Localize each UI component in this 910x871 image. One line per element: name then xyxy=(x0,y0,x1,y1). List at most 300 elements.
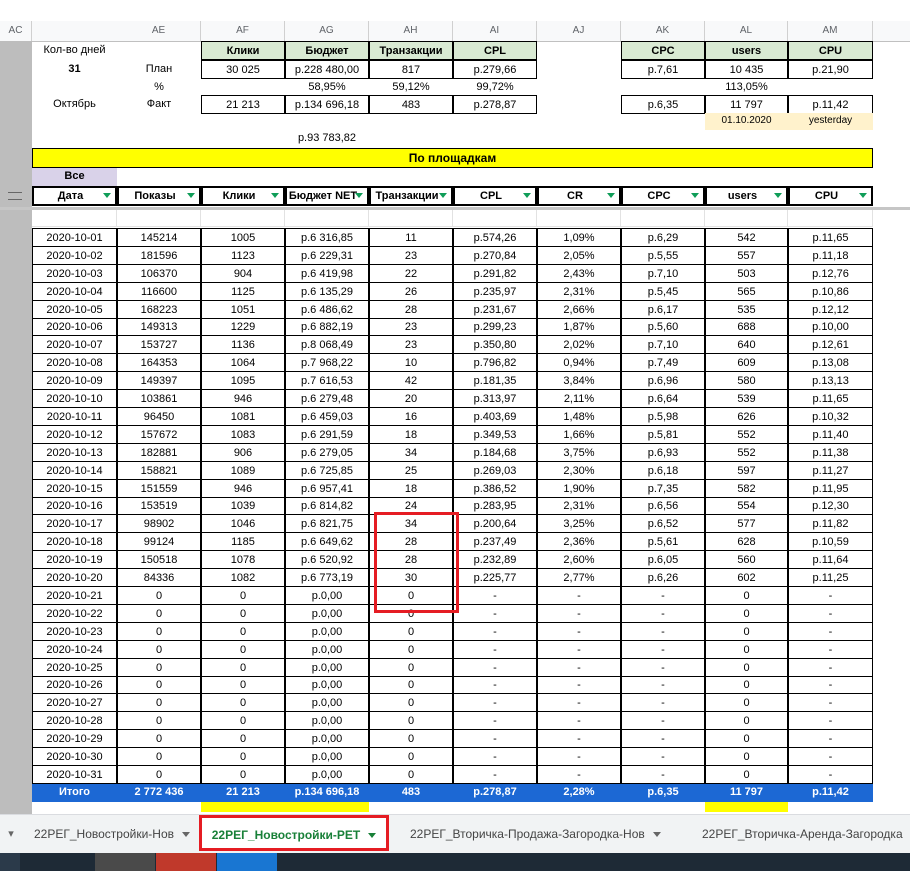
table-cell[interactable]: 0 xyxy=(369,640,453,659)
table-cell[interactable]: - xyxy=(788,640,873,659)
table-cell[interactable]: 0 xyxy=(117,711,201,730)
table-cell[interactable]: - xyxy=(453,747,537,766)
filter-icon[interactable] xyxy=(523,193,531,198)
table-cell[interactable]: 116600 xyxy=(117,282,201,301)
tab-menu-caret-icon[interactable]: ▾ xyxy=(8,828,14,840)
partial-yellow-cell[interactable] xyxy=(705,802,788,812)
table-cell[interactable]: 602 xyxy=(705,568,788,587)
table-cell[interactable]: р.6,17 xyxy=(621,300,705,319)
table-row-date[interactable]: 2020-10-31 xyxy=(32,765,117,784)
table-cell[interactable]: 503 xyxy=(705,264,788,283)
table-cell[interactable]: - xyxy=(788,604,873,623)
table-cell[interactable]: - xyxy=(453,640,537,659)
table-row-date[interactable]: 2020-10-16 xyxy=(32,497,117,515)
table-cell[interactable]: р.796,82 xyxy=(453,353,537,372)
table-cell[interactable]: р.11,40 xyxy=(788,425,873,444)
blank-cell[interactable] xyxy=(285,210,369,227)
table-cell[interactable]: 96450 xyxy=(117,407,201,426)
table-cell[interactable]: р.10,59 xyxy=(788,532,873,551)
fact-budget[interactable]: р.134 696,18 xyxy=(285,95,369,114)
table-cell[interactable]: 1051 xyxy=(201,300,285,319)
table-cell[interactable]: р.6,18 xyxy=(621,461,705,480)
table-cell[interactable]: - xyxy=(453,658,537,677)
table-cell[interactable]: 2,02% xyxy=(537,335,621,354)
column-header-ag[interactable]: AG xyxy=(285,21,369,41)
table-cell[interactable]: 906 xyxy=(201,443,285,462)
table-cell[interactable]: р.269,03 xyxy=(453,461,537,480)
table-cell[interactable]: 0 xyxy=(705,711,788,730)
table-cell[interactable]: р.12,61 xyxy=(788,335,873,354)
table-row-date[interactable]: 2020-10-29 xyxy=(32,729,117,748)
taskbar-app-icon[interactable] xyxy=(95,853,155,871)
table-cell[interactable]: 1005 xyxy=(201,228,285,247)
table-cell[interactable]: - xyxy=(453,586,537,605)
table-cell[interactable]: р.10,86 xyxy=(788,282,873,301)
table-cell[interactable]: - xyxy=(788,693,873,712)
table-row-date[interactable]: 2020-10-03 xyxy=(32,264,117,283)
table-cell[interactable]: 18 xyxy=(369,479,453,498)
table-cell[interactable]: р.574,26 xyxy=(453,228,537,247)
table-cell[interactable]: 1123 xyxy=(201,246,285,265)
table-cell[interactable]: р.225,77 xyxy=(453,568,537,587)
table-cell[interactable]: 1082 xyxy=(201,568,285,587)
table-cell[interactable]: 2,77% xyxy=(537,568,621,587)
table-cell[interactable]: р.6 773,19 xyxy=(285,568,369,587)
table-cell[interactable]: - xyxy=(621,622,705,641)
table-cell[interactable]: 946 xyxy=(201,389,285,408)
table-cell[interactable]: р.13,08 xyxy=(788,353,873,372)
table-cell[interactable]: 149397 xyxy=(117,371,201,390)
table-cell[interactable]: 182881 xyxy=(117,443,201,462)
table-cell[interactable]: 2,31% xyxy=(537,282,621,301)
table-cell[interactable]: 28 xyxy=(369,532,453,551)
table-header-cell[interactable]: Показы xyxy=(117,186,201,206)
table-row-date[interactable]: 2020-10-24 xyxy=(32,640,117,659)
table-cell[interactable]: 0 xyxy=(201,676,285,694)
table-cell[interactable]: 1,87% xyxy=(537,318,621,336)
tab-dropdown-icon[interactable] xyxy=(653,832,661,837)
table-cell[interactable]: 0 xyxy=(369,729,453,748)
table-cell[interactable]: 0 xyxy=(201,658,285,677)
table-cell[interactable]: 3,84% xyxy=(537,371,621,390)
table-cell[interactable]: 582 xyxy=(705,479,788,498)
table-cell[interactable]: р.7,35 xyxy=(621,479,705,498)
total-cell[interactable]: 11 797 xyxy=(705,784,788,802)
plan-cpl[interactable]: р.279,66 xyxy=(453,60,537,79)
table-header-cell[interactable]: CR xyxy=(537,186,621,206)
table-cell[interactable]: р.349,53 xyxy=(453,425,537,444)
blank-cell[interactable] xyxy=(621,210,705,227)
table-cell[interactable]: 1095 xyxy=(201,371,285,390)
table-cell[interactable]: 552 xyxy=(705,443,788,462)
table-cell[interactable]: 1064 xyxy=(201,353,285,372)
table-row-date[interactable]: 2020-10-18 xyxy=(32,532,117,551)
table-cell[interactable]: 0,94% xyxy=(537,353,621,372)
plan-trans[interactable]: 817 xyxy=(369,60,453,79)
blank-cell[interactable] xyxy=(117,210,201,227)
blank-cell[interactable] xyxy=(537,210,621,227)
table-cell[interactable]: р.6,05 xyxy=(621,550,705,569)
table-cell[interactable]: 20 xyxy=(369,389,453,408)
table-cell[interactable]: 0 xyxy=(117,765,201,784)
table-cell[interactable]: 640 xyxy=(705,335,788,354)
table-cell[interactable]: р.7,10 xyxy=(621,264,705,283)
table-cell[interactable]: р.299,23 xyxy=(453,318,537,336)
table-cell[interactable]: р.8 068,49 xyxy=(285,335,369,354)
table-cell[interactable]: 151559 xyxy=(117,479,201,498)
table-cell[interactable]: 2,30% xyxy=(537,461,621,480)
taskbar-app-icon[interactable] xyxy=(156,853,216,871)
table-cell[interactable]: 10 xyxy=(369,353,453,372)
tab-vtorichka-arenda[interactable] xyxy=(702,815,903,854)
table-cell[interactable]: р.11,65 xyxy=(788,389,873,408)
table-cell[interactable]: 565 xyxy=(705,282,788,301)
table-cell[interactable]: 1185 xyxy=(201,532,285,551)
partial-yellow-cell[interactable] xyxy=(201,802,369,812)
table-cell[interactable]: - xyxy=(453,711,537,730)
table-cell[interactable]: 153727 xyxy=(117,335,201,354)
table-cell[interactable]: 539 xyxy=(705,389,788,408)
table-cell[interactable]: - xyxy=(537,622,621,641)
table-cell[interactable]: 0 xyxy=(117,604,201,623)
table-cell[interactable]: - xyxy=(453,676,537,694)
table-cell[interactable]: 23 xyxy=(369,246,453,265)
table-cell[interactable]: - xyxy=(621,640,705,659)
table-cell[interactable]: - xyxy=(788,711,873,730)
table-cell[interactable]: р.7 968,22 xyxy=(285,353,369,372)
table-cell[interactable]: р.6 279,05 xyxy=(285,443,369,462)
table-cell[interactable]: 0 xyxy=(201,765,285,784)
table-cell[interactable]: р.5,81 xyxy=(621,425,705,444)
table-cell[interactable]: 1136 xyxy=(201,335,285,354)
table-cell[interactable]: р.11,25 xyxy=(788,568,873,587)
table-cell[interactable]: 0 xyxy=(705,622,788,641)
table-cell[interactable]: 535 xyxy=(705,300,788,319)
table-row-date[interactable]: 2020-10-17 xyxy=(32,514,117,533)
table-cell[interactable]: 0 xyxy=(201,711,285,730)
table-cell[interactable]: р.10,32 xyxy=(788,407,873,426)
table-cell[interactable]: 0 xyxy=(705,586,788,605)
table-cell[interactable]: р.386,52 xyxy=(453,479,537,498)
filter-icon[interactable] xyxy=(607,193,615,198)
table-cell[interactable]: - xyxy=(788,729,873,748)
table-cell[interactable]: 145214 xyxy=(117,228,201,247)
plan-cpu[interactable]: р.21,90 xyxy=(788,60,873,79)
table-cell[interactable]: р.231,67 xyxy=(453,300,537,319)
table-cell[interactable]: - xyxy=(537,676,621,694)
table-cell[interactable]: - xyxy=(537,586,621,605)
table-row-date[interactable]: 2020-10-15 xyxy=(32,479,117,498)
table-cell[interactable]: р.5,55 xyxy=(621,246,705,265)
table-cell[interactable]: р.7 616,53 xyxy=(285,371,369,390)
total-cell[interactable]: 2 772 436 xyxy=(117,784,201,802)
table-cell[interactable]: - xyxy=(537,658,621,677)
table-cell[interactable]: р.237,49 xyxy=(453,532,537,551)
filter-all-cell[interactable]: Все xyxy=(32,168,117,186)
column-header-ae[interactable]: AE xyxy=(117,21,201,41)
total-cell[interactable]: р.278,87 xyxy=(453,784,537,802)
blank-cell[interactable] xyxy=(201,210,285,227)
table-cell[interactable]: 16 xyxy=(369,407,453,426)
table-cell[interactable]: - xyxy=(621,658,705,677)
table-cell[interactable]: 554 xyxy=(705,497,788,515)
table-cell[interactable]: 2,43% xyxy=(537,264,621,283)
total-cell[interactable]: 483 xyxy=(369,784,453,802)
total-cell[interactable]: р.6,35 xyxy=(621,784,705,802)
table-cell[interactable]: 0 xyxy=(369,765,453,784)
table-cell[interactable]: 0 xyxy=(201,586,285,605)
taskbar-start-icon[interactable] xyxy=(0,853,20,871)
table-cell[interactable]: 0 xyxy=(201,622,285,641)
table-cell[interactable]: 23 xyxy=(369,318,453,336)
table-cell[interactable]: 2,05% xyxy=(537,246,621,265)
table-cell[interactable]: 153519 xyxy=(117,497,201,515)
table-cell[interactable]: 0 xyxy=(705,729,788,748)
table-cell[interactable]: - xyxy=(537,765,621,784)
table-cell[interactable]: 0 xyxy=(705,765,788,784)
table-cell[interactable]: 2,36% xyxy=(537,532,621,551)
table-cell[interactable]: р.11,18 xyxy=(788,246,873,265)
total-label[interactable]: Итого xyxy=(32,784,117,802)
tab-dropdown-icon[interactable] xyxy=(182,832,190,837)
table-cell[interactable]: - xyxy=(621,711,705,730)
table-cell[interactable]: 1,66% xyxy=(537,425,621,444)
date-from-cell[interactable]: 01.10.2020 xyxy=(705,113,788,130)
table-cell[interactable]: 0 xyxy=(201,747,285,766)
table-cell[interactable]: - xyxy=(788,658,873,677)
table-cell[interactable]: 0 xyxy=(369,604,453,623)
fact-cpu[interactable]: р.11,42 xyxy=(788,95,873,114)
table-cell[interactable]: р.11,38 xyxy=(788,443,873,462)
table-cell[interactable]: 0 xyxy=(369,747,453,766)
table-cell[interactable]: 2,11% xyxy=(537,389,621,408)
table-cell[interactable]: 0 xyxy=(369,622,453,641)
table-cell[interactable]: 0 xyxy=(705,693,788,712)
table-cell[interactable]: 1,90% xyxy=(537,479,621,498)
table-cell[interactable]: р.181,35 xyxy=(453,371,537,390)
table-cell[interactable]: - xyxy=(788,622,873,641)
column-header-ac[interactable]: AC xyxy=(0,21,32,41)
table-cell[interactable]: - xyxy=(788,676,873,694)
blank-cell[interactable] xyxy=(32,210,117,227)
table-cell[interactable]: 0 xyxy=(369,676,453,694)
table-cell[interactable]: 158821 xyxy=(117,461,201,480)
table-cell[interactable]: р.5,45 xyxy=(621,282,705,301)
total-cell[interactable]: 2,28% xyxy=(537,784,621,802)
table-cell[interactable]: 946 xyxy=(201,479,285,498)
table-cell[interactable]: р.0,00 xyxy=(285,729,369,748)
table-cell[interactable]: - xyxy=(621,729,705,748)
plan-budget[interactable]: р.228 480,00 xyxy=(285,60,369,79)
table-cell[interactable]: 0 xyxy=(705,604,788,623)
table-cell[interactable]: р.313,97 xyxy=(453,389,537,408)
table-cell[interactable]: 84336 xyxy=(117,568,201,587)
table-cell[interactable]: 0 xyxy=(201,729,285,748)
table-cell[interactable]: р.232,89 xyxy=(453,550,537,569)
table-cell[interactable]: 2,66% xyxy=(537,300,621,319)
column-header-am[interactable]: AM xyxy=(788,21,873,41)
table-cell[interactable]: 24 xyxy=(369,497,453,515)
table-cell[interactable]: 0 xyxy=(705,658,788,677)
table-cell[interactable]: 157672 xyxy=(117,425,201,444)
table-row-date[interactable]: 2020-10-30 xyxy=(32,747,117,766)
table-cell[interactable]: - xyxy=(621,586,705,605)
table-cell[interactable]: р.11,65 xyxy=(788,228,873,247)
total-cell[interactable]: р.11,42 xyxy=(788,784,873,802)
table-header-cell[interactable]: CPC xyxy=(621,186,705,206)
table-cell[interactable]: 0 xyxy=(117,693,201,712)
table-cell[interactable]: 904 xyxy=(201,264,285,283)
filter-icon[interactable] xyxy=(691,193,699,198)
plan-users[interactable]: 10 435 xyxy=(705,60,788,79)
filter-icon[interactable] xyxy=(271,193,279,198)
fact-clicks[interactable]: 21 213 xyxy=(201,95,285,114)
table-cell[interactable]: - xyxy=(537,640,621,659)
table-cell[interactable]: р.6 725,85 xyxy=(285,461,369,480)
table-cell[interactable]: 557 xyxy=(705,246,788,265)
fact-users[interactable]: 11 797 xyxy=(705,95,788,114)
table-cell[interactable]: р.6 814,82 xyxy=(285,497,369,515)
filter-icon[interactable] xyxy=(187,193,195,198)
column-header-af[interactable]: AF xyxy=(201,21,285,41)
table-cell[interactable]: - xyxy=(453,765,537,784)
table-cell[interactable]: 1039 xyxy=(201,497,285,515)
table-row-date[interactable]: 2020-10-21 xyxy=(32,586,117,605)
tab-novostroyki-nov[interactable] xyxy=(34,815,190,854)
table-cell[interactable]: р.11,82 xyxy=(788,514,873,533)
table-cell[interactable]: 28 xyxy=(369,300,453,319)
table-cell[interactable]: - xyxy=(453,622,537,641)
blank-cell[interactable] xyxy=(788,210,873,227)
table-cell[interactable]: р.0,00 xyxy=(285,658,369,677)
table-cell[interactable]: р.11,95 xyxy=(788,479,873,498)
table-cell[interactable]: 0 xyxy=(117,747,201,766)
table-cell[interactable]: р.13,13 xyxy=(788,371,873,390)
table-cell[interactable]: р.270,84 xyxy=(453,246,537,265)
table-cell[interactable]: р.6,26 xyxy=(621,568,705,587)
table-header-cell[interactable]: Клики xyxy=(201,186,285,206)
table-cell[interactable]: р.6,96 xyxy=(621,371,705,390)
table-cell[interactable]: р.12,76 xyxy=(788,264,873,283)
table-cell[interactable]: 628 xyxy=(705,532,788,551)
table-cell[interactable]: 28 xyxy=(369,550,453,569)
table-cell[interactable]: - xyxy=(788,765,873,784)
table-cell[interactable]: - xyxy=(621,604,705,623)
table-row-date[interactable]: 2020-10-25 xyxy=(32,658,117,677)
table-cell[interactable]: 164353 xyxy=(117,353,201,372)
table-cell[interactable]: р.0,00 xyxy=(285,711,369,730)
table-cell[interactable]: р.6 135,29 xyxy=(285,282,369,301)
filter-icon[interactable] xyxy=(355,193,363,198)
blank-cell[interactable] xyxy=(705,210,788,227)
table-cell[interactable]: 580 xyxy=(705,371,788,390)
table-row-date[interactable]: 2020-10-07 xyxy=(32,335,117,354)
table-cell[interactable]: 1,09% xyxy=(537,228,621,247)
column-header-al[interactable]: AL xyxy=(705,21,788,41)
table-row-date[interactable]: 2020-10-22 xyxy=(32,604,117,623)
table-row-date[interactable]: 2020-10-09 xyxy=(32,371,117,390)
table-cell[interactable]: р.0,00 xyxy=(285,765,369,784)
table-cell[interactable]: р.6,93 xyxy=(621,443,705,462)
table-cell[interactable]: 597 xyxy=(705,461,788,480)
table-row-date[interactable]: 2020-10-19 xyxy=(32,550,117,569)
filter-icon[interactable] xyxy=(859,193,867,198)
table-cell[interactable]: - xyxy=(621,693,705,712)
table-header-cell[interactable]: Бюджет NET xyxy=(285,186,369,206)
table-cell[interactable]: 1081 xyxy=(201,407,285,426)
table-cell[interactable]: 18 xyxy=(369,425,453,444)
table-cell[interactable]: 560 xyxy=(705,550,788,569)
table-cell[interactable]: 25 xyxy=(369,461,453,480)
table-cell[interactable]: р.6 520,92 xyxy=(285,550,369,569)
table-cell[interactable]: 577 xyxy=(705,514,788,533)
table-cell[interactable]: р.5,98 xyxy=(621,407,705,426)
table-cell[interactable]: 106370 xyxy=(117,264,201,283)
table-cell[interactable]: 42 xyxy=(369,371,453,390)
column-header-ai[interactable]: AI xyxy=(453,21,537,41)
table-cell[interactable]: 552 xyxy=(705,425,788,444)
table-cell[interactable]: р.350,80 xyxy=(453,335,537,354)
table-cell[interactable]: 1078 xyxy=(201,550,285,569)
table-cell[interactable]: - xyxy=(788,586,873,605)
table-cell[interactable]: - xyxy=(788,747,873,766)
tab-vtorichka-prodazha[interactable] xyxy=(410,815,661,854)
table-cell[interactable]: 2,60% xyxy=(537,550,621,569)
fact-trans[interactable]: 483 xyxy=(369,95,453,114)
table-cell[interactable]: р.0,00 xyxy=(285,640,369,659)
table-row-date[interactable]: 2020-10-26 xyxy=(32,676,117,694)
table-row-date[interactable]: 2020-10-27 xyxy=(32,693,117,712)
table-cell[interactable]: 1046 xyxy=(201,514,285,533)
table-cell[interactable]: р.184,68 xyxy=(453,443,537,462)
table-cell[interactable]: 30 xyxy=(369,568,453,587)
table-cell[interactable]: р.11,27 xyxy=(788,461,873,480)
table-cell[interactable]: р.6,29 xyxy=(621,228,705,247)
table-cell[interactable]: р.7,10 xyxy=(621,335,705,354)
table-cell[interactable]: 542 xyxy=(705,228,788,247)
table-cell[interactable]: - xyxy=(621,676,705,694)
table-cell[interactable]: р.6,64 xyxy=(621,389,705,408)
table-header-cell[interactable]: users xyxy=(705,186,788,206)
table-cell[interactable]: 0 xyxy=(117,640,201,659)
table-cell[interactable]: 0 xyxy=(201,604,285,623)
table-cell[interactable]: 149313 xyxy=(117,318,201,336)
table-cell[interactable]: р.5,60 xyxy=(621,318,705,336)
table-cell[interactable]: 0 xyxy=(369,693,453,712)
table-cell[interactable]: 1125 xyxy=(201,282,285,301)
table-row-date[interactable]: 2020-10-10 xyxy=(32,389,117,408)
filter-icon[interactable] xyxy=(103,193,111,198)
table-cell[interactable]: р.6 291,59 xyxy=(285,425,369,444)
table-cell[interactable]: р.6 821,75 xyxy=(285,514,369,533)
table-cell[interactable]: 1083 xyxy=(201,425,285,444)
table-header-cell[interactable]: Транзакции xyxy=(369,186,453,206)
table-cell[interactable]: р.291,82 xyxy=(453,264,537,283)
fact-cpc[interactable]: р.6,35 xyxy=(621,95,705,114)
table-cell[interactable]: р.11,64 xyxy=(788,550,873,569)
table-row-date[interactable]: 2020-10-01 xyxy=(32,228,117,247)
table-header-cell[interactable]: Дата xyxy=(32,186,117,206)
column-header-ak[interactable]: AK xyxy=(621,21,705,41)
table-cell[interactable]: р.12,30 xyxy=(788,497,873,515)
plan-clicks[interactable]: 30 025 xyxy=(201,60,285,79)
table-cell[interactable]: 3,75% xyxy=(537,443,621,462)
table-cell[interactable]: 98902 xyxy=(117,514,201,533)
table-cell[interactable]: 26 xyxy=(369,282,453,301)
blank-cell[interactable] xyxy=(369,210,453,227)
table-cell[interactable]: - xyxy=(621,747,705,766)
table-cell[interactable]: р.6 486,62 xyxy=(285,300,369,319)
